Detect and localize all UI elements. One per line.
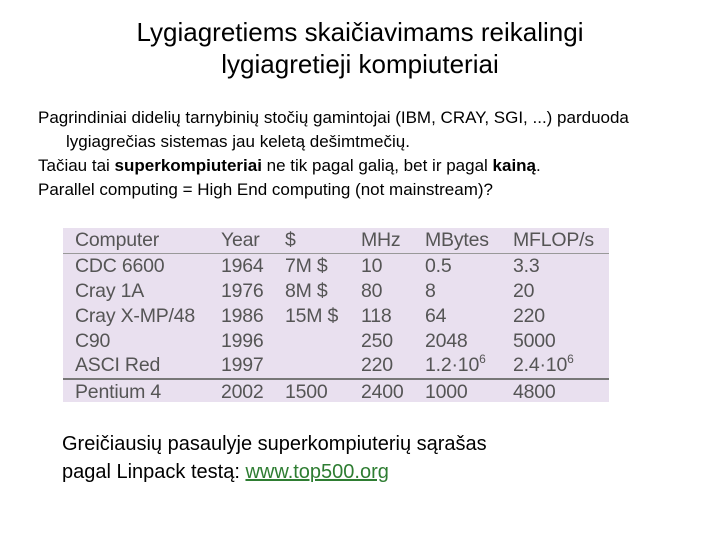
cell-computer: Pentium 4	[63, 379, 209, 405]
cell-mbytes: 1000	[413, 379, 501, 405]
mflops-exponent: 6	[567, 352, 574, 367]
top500-note	[62, 430, 622, 486]
cell-price	[273, 328, 349, 353]
cell-price: 7M $	[285, 255, 328, 278]
header-mflops: MFLOP/s	[501, 228, 609, 253]
cell-price: 1500	[273, 379, 349, 405]
cell-computer: CDC 6600	[75, 255, 165, 278]
cell-mhz: 80	[361, 279, 383, 302]
cell-computer: C90	[75, 329, 111, 352]
cell-mflops: 3.3	[513, 255, 540, 278]
cell-mhz: 10	[361, 255, 383, 278]
note-line-2-text: pagal Linpack testą:	[62, 461, 246, 483]
note-line-1: Greičiausių pasaulyje superkompiuterių sąrašas	[62, 433, 487, 455]
cell-mhz: 220	[361, 354, 393, 377]
table-row	[63, 279, 609, 304]
cell-price	[273, 353, 349, 379]
table-row	[63, 253, 609, 278]
cell-year: 2002	[209, 379, 273, 405]
mflops-mantissa: 2.4·10	[513, 354, 568, 377]
bullet-2-bold-supercomputers: superkompiuteriai	[114, 156, 262, 175]
table-row	[63, 353, 609, 379]
cell-mbytes: 64	[425, 304, 447, 327]
header-mhz: MHz	[349, 228, 413, 253]
table-row	[63, 303, 609, 328]
table-row	[63, 379, 609, 405]
header-year: Year	[209, 228, 273, 253]
cell-year: 1997	[221, 354, 264, 377]
bullet-parallel-computing: Parallel computing = High End computing (not mainstream)?	[38, 180, 493, 199]
cell-price: 8M $	[285, 279, 328, 302]
cell-computer: Cray 1A	[75, 279, 145, 302]
mbytes-mantissa: 1.2·10	[425, 354, 480, 377]
title-line-1: Lygiagretiems skaičiavimams reikalingi	[136, 17, 584, 47]
cell-computer: Cray X-MP/48	[75, 304, 196, 327]
cell-mhz: 2400	[349, 379, 413, 405]
bullet-2-post: .	[536, 156, 541, 175]
cell-mbytes: 2048	[425, 329, 468, 352]
cell-year: 1986	[221, 304, 264, 327]
bullet-2-bold-price: kainą	[492, 156, 537, 175]
table-row	[63, 328, 609, 353]
cell-computer: ASCI Red	[75, 354, 161, 377]
header-price: $	[273, 228, 349, 253]
title-line-2: lygiagretieji kompiuteriai	[221, 49, 499, 79]
cell-mflops: 4800	[501, 379, 609, 405]
bullet-2-mid: ne tik pagal galią, bet ir pagal	[261, 156, 493, 175]
note-line-2	[62, 458, 622, 486]
header-mbytes: MBytes	[413, 228, 501, 253]
cell-mflops: 5000	[513, 329, 556, 352]
bullet-2-pre: Tačiau tai	[38, 156, 115, 175]
cell-mflops	[501, 353, 609, 379]
cell-mflops: 20	[513, 279, 535, 302]
cell-year: 1964	[221, 255, 264, 278]
cell-mflops: 220	[513, 304, 545, 327]
cell-year: 1996	[221, 329, 264, 352]
cell-mhz: 118	[361, 304, 392, 327]
cell-mbytes: 0.5	[425, 255, 452, 278]
table-header-row	[63, 228, 609, 253]
mbytes-exponent: 6	[479, 352, 486, 367]
header-computer: Computer	[63, 228, 209, 253]
cell-mbytes: 8	[425, 279, 436, 302]
bullet-list	[38, 106, 698, 202]
supercomputer-table-panel	[63, 228, 609, 402]
bullet-manufacturers: Pagrindiniai didelių tarnybinių stočių gamintojai (IBM, CRAY, SGI, ...) parduoda lygiagrečias sistemas jau keletą dešimtmečių.	[38, 108, 629, 151]
cell-price: 15M $	[285, 304, 339, 327]
slide-title	[60, 16, 660, 80]
bullet-supercomputers	[38, 154, 698, 178]
cell-mbytes	[413, 353, 501, 379]
supercomputer-table	[63, 228, 609, 405]
cell-mhz: 250	[361, 329, 393, 352]
top500-link[interactable]: www.top500.org	[245, 461, 389, 483]
cell-year: 1976	[221, 279, 264, 302]
